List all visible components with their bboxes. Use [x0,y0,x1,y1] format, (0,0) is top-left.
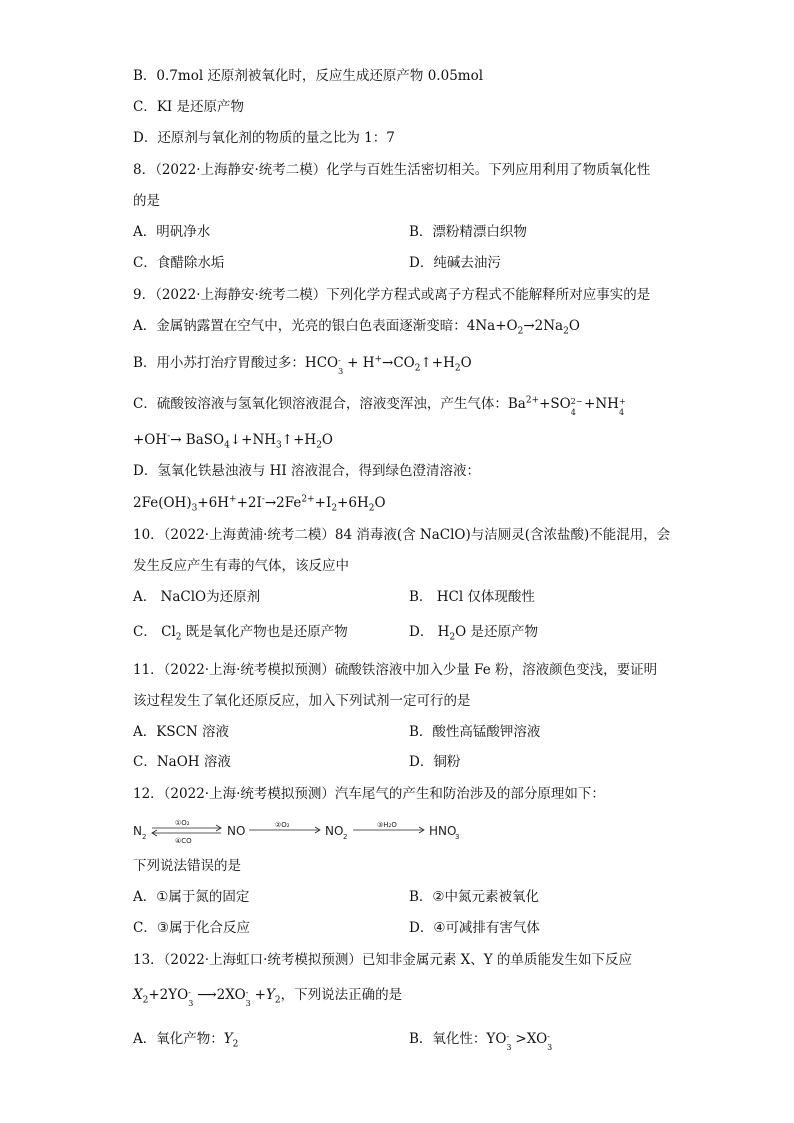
q11-option-d: D．铜粉 [409,754,461,770]
q12-stem: 12．（2022·上海·统考模拟预测）汽车尾气的产生和防治涉及的部分原理如下： [133,786,605,802]
q11-option-a: A．KSCN 溶液 [133,724,230,740]
q11-option-c: C．NaOH 溶液 [133,754,231,770]
q10-option-a: A． NaClO为还原剂 [133,589,261,605]
arrow2-label: ②O₂ [275,821,290,829]
q10-stem-line1: 10．（2022·上海黄浦·统考二模）84 消毒液(含 NaClO)与洁厕灵(含浓盐酸)不能混用，会 [133,527,671,543]
diagram-n2: N [133,824,142,838]
diagram-hno3: HNO [429,824,457,838]
q9-stem: 9．（2022·上海静安·统考二模）下列化学方程式或离子方程式不能解释所对应事实的是 [133,287,651,303]
diagram-no: NO [227,824,246,838]
q8-stem-line2: 的是 [133,193,160,209]
circled-3: ③ [156,920,169,936]
q7-option-d: D．还原剂与氧化剂的物质的量之比为 1：7 [133,130,395,146]
q12-reaction-diagram [133,818,493,846]
q12-option-c: C．③属于化合反应 [133,920,250,936]
circled-2: ② [432,889,445,905]
q7-option-b: B．0.7mol 还原剂被氧化时，反应生成还原产物 0.05mol [133,68,484,84]
q9-option-c: C．硫酸铵溶液与氢氧化钡溶液混合，溶液变浑浊，产生气体：$Ba^{2+}+SO$ 2− 4 +NH + 4 [133,395,626,417]
circled-4: ④ [433,920,446,936]
q11-option-b: B．酸性高锰酸钾溶液 [409,724,541,740]
q9-option-b: B．用小苏打治疗胃酸过多：HCO - 3 + $H^+\to CO_2↑+H_2O$ [133,354,472,376]
q8-option-d: D．纯碱去油污 [409,255,501,271]
q12-option-a: A．①属于氮的固定 [133,889,250,905]
q11-stem-line2: 该过程发生了氧化还原反应，加入下列试剂一定可行的是 [133,693,471,709]
q10-option-d: D． $H_2O$ 是还原产物 [409,624,538,643]
q9-option-d-equation: $2Fe(OH)_3+6H^++2I^-\to 2Fe^{2+}+I_2+6H_2O$ [133,494,386,514]
diagram-no2: NO [325,824,344,838]
diagram-n2-sub: 2 [142,833,147,841]
q9-option-a: A．金属钠露置在空气中，光亮的银白色表面逐渐变暗：$4Na+O_2\to 2Na_2O$ [133,318,580,337]
q13-option-b: B．氧化性：YO - 3 >XO - 3 [409,1031,553,1052]
q8-option-a: A．明矾净水 [133,224,211,240]
q8-option-c: C．食醋除水垢 [133,255,225,271]
q10-stem-line2: 发生反应产生有毒的气体，该反应中 [133,558,349,574]
q9-option-c-cont: $+OH^-\to BaSO_4↓+NH_3↑+H_2O$ [133,431,333,451]
circled-1: ① [156,889,169,905]
q8-stem-line1: 8．（2022·上海静安·统考二模）化学与百姓生活密切相关。下列应用利用了物质氧化性 [133,162,651,178]
diagram-hno3-sub: 3 [455,833,460,841]
diagram-no2-sub: 2 [343,833,348,841]
q13-equation: $X_2+2YO$ - 3 ⟶2XO - 3 $+Y_2$，下列说法正确的是 [133,987,403,1008]
q8-option-b: B．漂粉精漂白织物 [409,224,527,240]
q7-option-c: C．KI 是还原产物 [133,99,245,115]
q11-stem-line1: 11．（2022·上海·统考模拟预测）硫酸铁溶液中加入少量 Fe 粉，溶液颜色变浅，要证明 [133,662,658,678]
q12-option-b: B．②中氮元素被氧化 [409,889,540,905]
q10-option-b: B． HCl 仅体现酸性 [409,589,535,605]
q10-option-c: C． $Cl_2$ 既是氧化产物也是还原产物 [133,624,348,643]
q9-option-d: D．氢氧化铁悬浊液与 HI 溶液混合，得到绿色澄清溶液： [133,463,481,479]
q13-option-a: A．氧化产物：$Y_2$ [133,1031,239,1050]
arrow1-top-label: ①O₂ [175,819,190,827]
arrow1-bottom-label: ④CO [175,837,192,845]
arrow3-label: ③H₂O [377,821,397,829]
q12-ask: 下列说法错误的是 [133,858,241,874]
q13-stem: 13．（2022·上海虹口·统考模拟预测）已知非金属元素 X、Y 的单质能发生如下反应 [133,952,632,968]
q12-option-d: D．④可减排有害气体 [409,920,540,936]
